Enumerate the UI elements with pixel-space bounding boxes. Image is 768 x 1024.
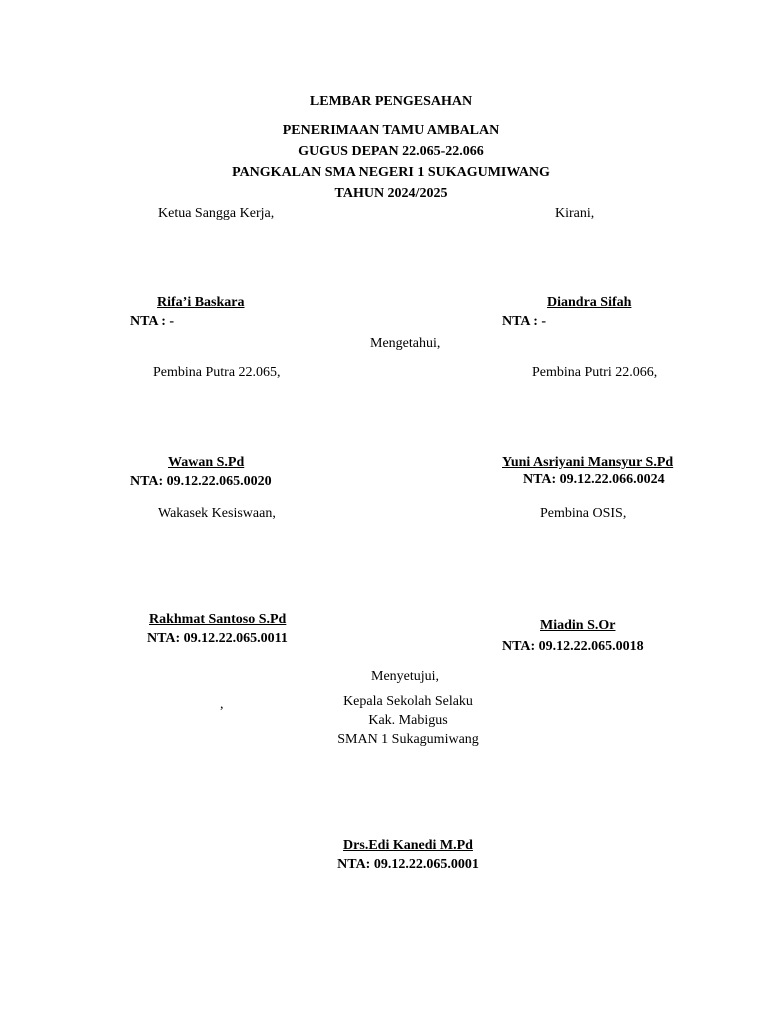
signer-name-left-1: Rifa’i Baskara [157,295,245,310]
role-kirani: Kirani, [555,206,595,221]
signer-nta-right-1: NTA : - [502,314,547,329]
document-title: LEMBAR PENGESAHAN [309,94,473,109]
role-pembina-osis: Pembina OSIS, [540,506,627,521]
role-wakasek-kesiswaan: Wakasek Kesiswaan, [158,506,276,521]
signer-nta-left-3: NTA: 09.12.22.065.0011 [147,631,288,646]
signer-name-right-2: Yuni Asriyani Mansyur S.Pd [502,455,674,470]
principal-nta: NTA: 09.12.22.065.0001 [337,857,479,872]
header-line-4: TAHUN 2024/2025 [334,186,448,201]
principal-role-3: SMAN 1 Sukagumiwang [337,732,479,747]
header-line-1: PENERIMAAN TAMU AMBALAN [282,123,500,138]
menyetujui-label: Menyetujui, [371,669,440,684]
signer-name-right-1: Diandra Sifah [547,295,632,310]
signer-name-left-2: Wawan S.Pd [168,455,245,470]
stray-comma: , [220,697,224,712]
mengetahui-label: Mengetahui, [370,336,441,351]
signer-nta-right-3: NTA: 09.12.22.065.0018 [502,639,644,654]
header-line-2: GUGUS DEPAN 22.065-22.066 [298,144,484,159]
signer-nta-left-1: NTA : - [130,314,175,329]
principal-role-2: Kak. Mabigus [368,713,448,728]
role-pembina-putri: Pembina Putri 22.066, [532,365,658,380]
signer-name-left-3: Rakhmat Santoso S.Pd [149,612,287,627]
signer-nta-left-2: NTA: 09.12.22.065.0020 [130,474,272,489]
header-line-3: PANGKALAN SMA NEGERI 1 SUKAGUMIWANG [232,165,550,180]
role-pembina-putra: Pembina Putra 22.065, [153,365,281,380]
principal-role-1: Kepala Sekolah Selaku [343,694,473,709]
signer-nta-right-2: NTA: 09.12.22.066.0024 [523,472,665,487]
role-ketua-sangga: Ketua Sangga Kerja, [158,206,275,221]
principal-name: Drs.Edi Kanedi M.Pd [343,838,473,853]
signer-name-right-3: Miadin S.Or [540,618,616,633]
